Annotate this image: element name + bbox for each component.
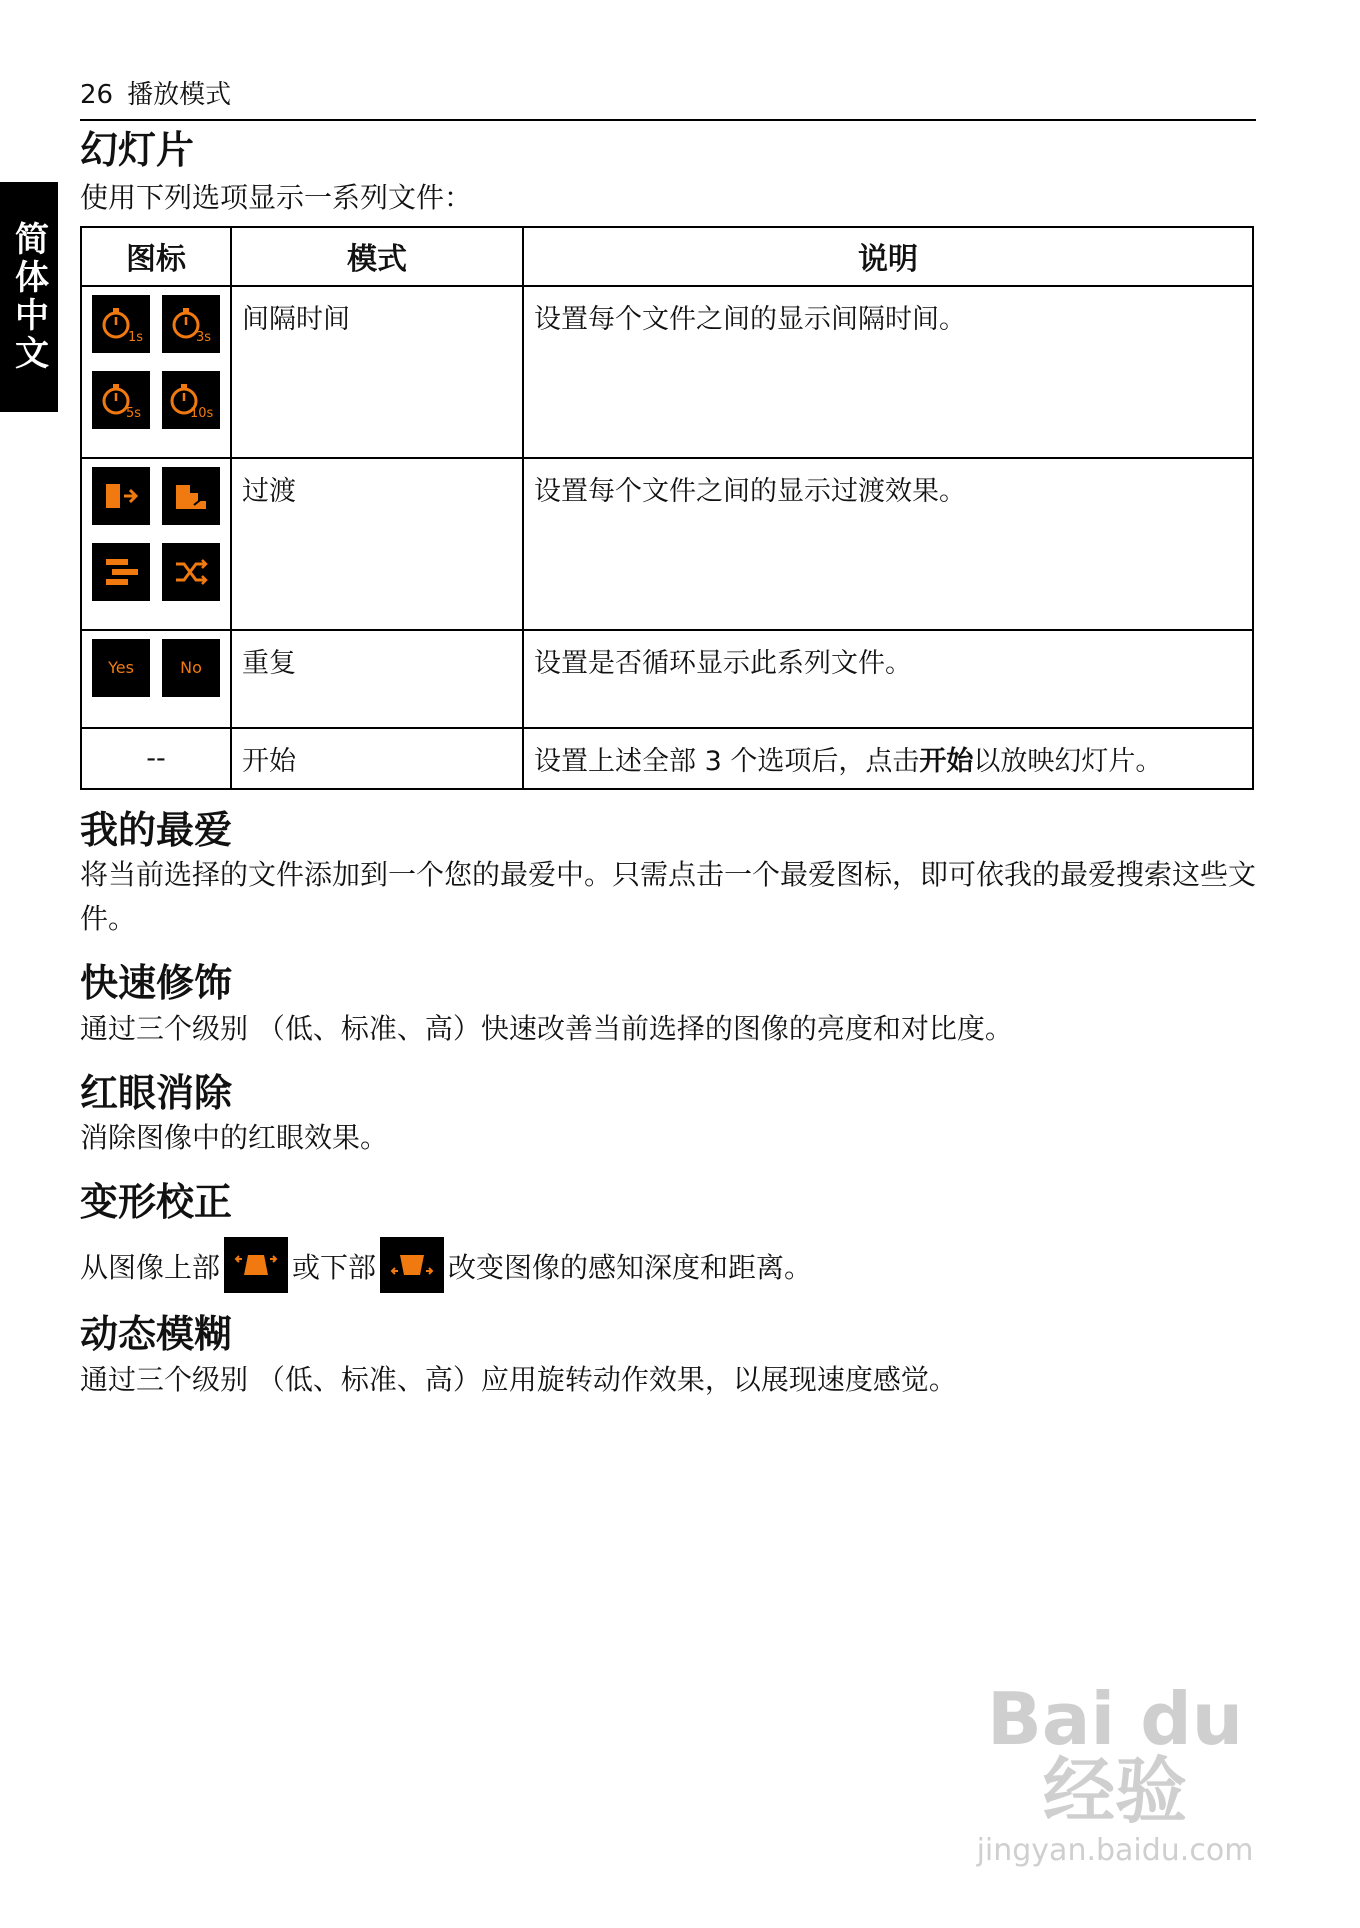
mode-cell: 间隔时间 xyxy=(231,286,523,458)
transition-stairs-icon xyxy=(162,467,220,525)
slideshow-intro: 使用下列选项显示一系列文件： xyxy=(80,180,473,214)
table-row xyxy=(81,286,1253,458)
transition-push-icon xyxy=(92,467,150,525)
icon-cell xyxy=(81,286,231,458)
timer-5s-icon xyxy=(92,371,150,429)
table-header-row xyxy=(81,227,1253,286)
language-side-tab: 简体中文 xyxy=(0,182,58,412)
svg-text:1s: 1s xyxy=(128,329,144,345)
page-content xyxy=(80,128,1256,1402)
page-number: 26 xyxy=(80,80,114,110)
icon-cell xyxy=(81,458,231,630)
table-row xyxy=(81,630,1253,728)
svg-text:5s: 5s xyxy=(126,405,142,421)
repeat-yes-icon xyxy=(92,639,150,697)
section-title-red-eye: 红眼消除 xyxy=(80,1070,233,1115)
table-header-description: 说明 xyxy=(523,227,1253,286)
favorites-body: 将当前选择的文件添加到一个您的最爱中。只需点击一个最爱图标，即可依我的最爱搜索这些文件。 xyxy=(80,858,1257,936)
watermark-url: jingyan.baidu.com xyxy=(976,1833,1254,1868)
distortion-text: 改变图像的感知深度和距离。 xyxy=(448,1250,813,1284)
description-cell: 设置每个文件之间的显示间隔时间。 xyxy=(523,286,1253,458)
transition-lines-icon xyxy=(92,543,150,601)
distortion-bottom-icon xyxy=(380,1237,444,1293)
chapter-title: 播放模式 xyxy=(127,80,232,110)
quick-fix-body: 通过三个级别 （低、标准、高）快速改善当前选择的图像的亮度和对比度。 xyxy=(80,1011,1013,1045)
section-title-slideshow: 幻灯片 xyxy=(80,128,195,172)
distortion-text: 或下部 xyxy=(292,1250,377,1284)
description-text: 以放映幻灯片。 xyxy=(973,745,1163,777)
description-cell xyxy=(523,728,1253,789)
transition-shuffle-icon xyxy=(162,543,220,601)
description-cell: 设置每个文件之间的显示过渡效果。 xyxy=(523,458,1253,630)
icon-cell xyxy=(81,630,231,728)
baidu-watermark xyxy=(950,1677,1280,1868)
start-keyword: 开始 xyxy=(919,745,974,777)
red-eye-body: 消除图像中的红眼效果。 xyxy=(80,1121,389,1155)
timer-3s-icon xyxy=(162,295,220,353)
mode-cell: 过渡 xyxy=(231,458,523,630)
svg-text:No: No xyxy=(180,657,202,677)
table-header-icon: 图标 xyxy=(81,227,231,286)
timer-10s-icon xyxy=(162,371,220,429)
timer-1s-icon xyxy=(92,295,150,353)
table-header-mode: 模式 xyxy=(231,227,523,286)
section-title-distortion: 变形校正 xyxy=(80,1180,233,1225)
svg-text:3s: 3s xyxy=(196,329,212,345)
section-title-motion-blur: 动态模糊 xyxy=(80,1311,233,1356)
description-text: 设置上述全部 3 个选项后，点击 xyxy=(534,745,920,777)
section-title-favorites: 我的最爱 xyxy=(80,807,233,852)
distortion-text: 从图像上部 xyxy=(80,1250,221,1284)
icon-cell-empty: -- xyxy=(81,728,231,789)
svg-text:10s: 10s xyxy=(190,405,214,421)
repeat-no-icon xyxy=(162,639,220,697)
mode-cell: 开始 xyxy=(231,728,523,789)
mode-cell: 重复 xyxy=(231,630,523,728)
running-header xyxy=(80,74,1256,121)
table-row xyxy=(81,458,1253,630)
slideshow-options-table xyxy=(80,226,1254,790)
svg-text:Yes: Yes xyxy=(108,657,134,677)
distortion-body xyxy=(80,1238,1256,1298)
description-cell: 设置是否循环显示此系列文件。 xyxy=(523,630,1253,728)
motion-blur-body: 通过三个级别 （低、标准、高）应用旋转动作效果，以展现速度感觉。 xyxy=(80,1362,957,1396)
table-row xyxy=(81,728,1253,789)
section-title-quick-fix: 快速修饰 xyxy=(80,961,233,1006)
watermark-logo: Bai du 经验 xyxy=(986,1677,1243,1833)
distortion-top-icon xyxy=(224,1237,288,1293)
